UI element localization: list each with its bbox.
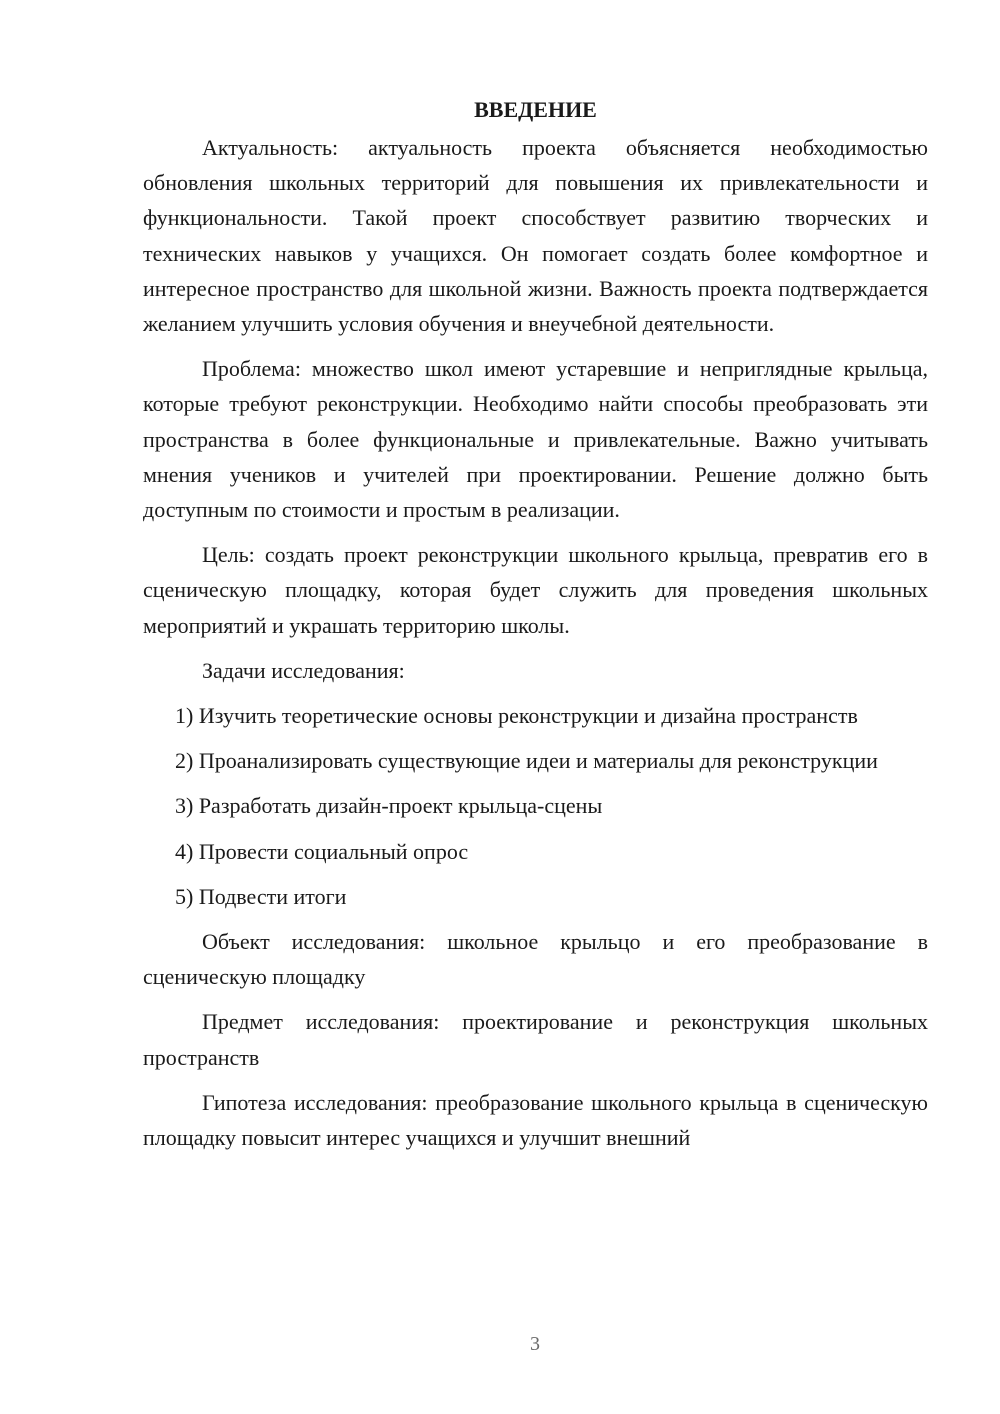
document-page [143, 92, 928, 1165]
page-title: ВВЕДЕНИЕ [474, 97, 597, 122]
list-item: 5) Подвести итоги [175, 883, 347, 909]
list-item: 2) Проанализировать существующие идеи и материалы для реконструкции [175, 748, 878, 774]
list-item: 3) Разработать дизайн-проект крыльца-сцены [175, 793, 603, 819]
list-item: 4) Провести социальный опрос [175, 838, 469, 864]
problem-paragraph: Проблема: множество школ имеют устаревшие и неприглядные крыльца, которые требуют реконструкции. Необходимо найти способы преобразовать эти пространства в более функциональные и привлекательные. Важно учитывать мнения учеников и учителей при проектировании. Решение должно быть доступным по стоимости и простым в реализации. [143, 356, 928, 523]
subject-paragraph: Предмет исследования: проектирование и реконструкция школьных пространств [143, 1009, 928, 1070]
goal-paragraph: Цель: создать проект реконструкции школьного крыльца, превратив его в сценическую площадку, которая будет служить для проведения школьных мероприятий и украшать территорию школы. [143, 542, 928, 638]
object-paragraph: Объект исследования: школьное крыльцо и его преобразование в сценическую площадку [143, 929, 928, 990]
relevance-paragraph: Актуальность: актуальность проекта объясняется необходимостью обновления школьных территорий для повышения их привлекательности и функциональности. Такой проект способствует развитию творческих и технических навыков у учащихся. Он помогает создать более комфортное и интересное пространство для школьной жизни. Важность проекта подтверждается желанием улучшить условия обучения и внеучебной деятельности. [143, 135, 928, 337]
tasks-heading: Задачи исследования: [202, 657, 405, 683]
hypothesis-paragraph: Гипотеза исследования: преобразование школьного крыльца в сценическую площадку повысит интерес учащихся и улучшит внешний [143, 1089, 928, 1151]
tasks-list [143, 698, 928, 914]
list-item: 1) Изучить теоретические основы реконструкции и дизайна пространств [175, 703, 858, 729]
page-number: 3 [530, 1333, 540, 1355]
